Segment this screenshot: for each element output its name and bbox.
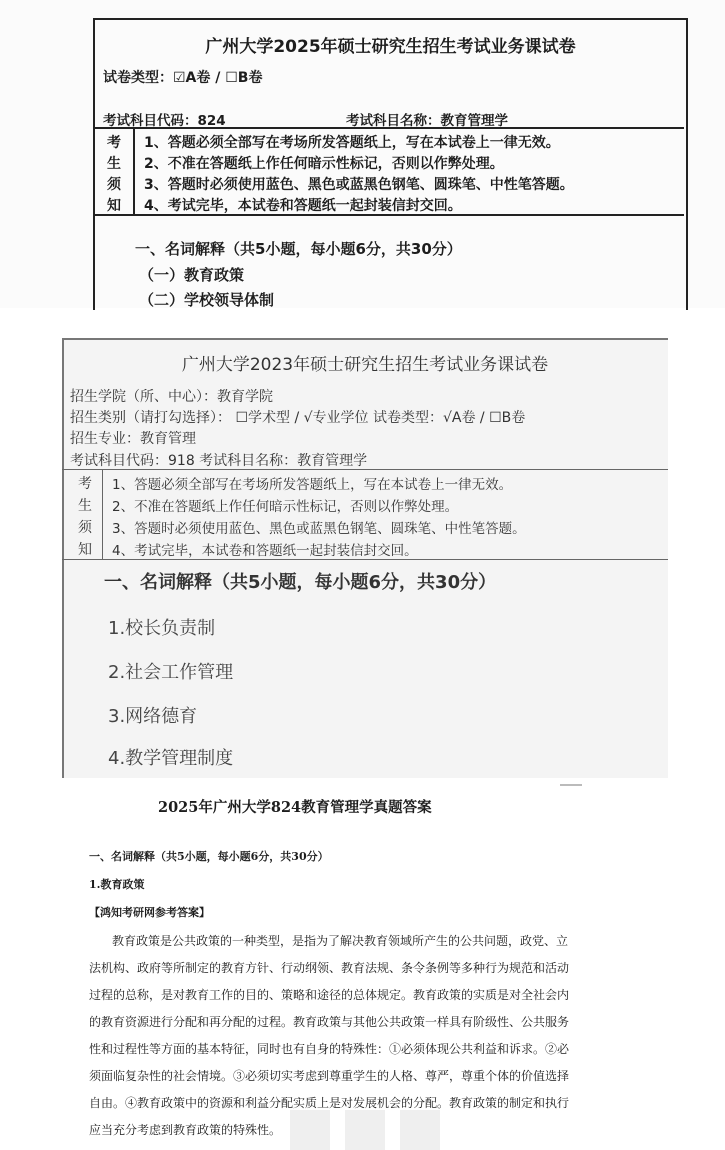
scan-edge-mark xyxy=(560,784,582,786)
answer-paragraph-line: 性和过程性等方面的基本特征，同时也有自身的特殊性：①必须体现公共利益和诉求。②必 xyxy=(89,1042,570,1056)
exam-2025-title: 广州大学2025年硕士研究生招生考试业务课试卷 xyxy=(205,37,576,57)
exam-2023-question: 3.网络德育 xyxy=(108,706,198,727)
notes-header-char: 生 xyxy=(107,156,121,172)
exam-2025-question: （二）学校领导体制 xyxy=(139,291,275,309)
exam-2025-subject-code: 考试科目代码：824 xyxy=(103,113,226,129)
exam-2023-major: 招生专业：教育管理 xyxy=(70,431,196,447)
exam-2025-note: 1、答题必须全部写在考场所发答题纸上，写在本试卷上一律无效。 xyxy=(144,135,560,151)
notes-header-char: 须 xyxy=(107,177,121,193)
exam-2023-section-heading: 一、名词解释（共5小题，每小题6分，共30分） xyxy=(104,572,497,593)
answer-paragraph-line: 的教育资源进行分配和再分配的过程。教育政策与其他公共政策一样具有阶级性、公共服务 xyxy=(89,1015,570,1029)
exam-2025-scan xyxy=(0,0,725,308)
answer-section-heading: 一、名词解释（共5小题，每小题6分，共30分） xyxy=(89,850,329,863)
exam-2025-note: 2、不准在答题纸上作任何暗示性标记，否则以作弊处理。 xyxy=(144,156,504,172)
answer-paragraph-line: 应当充分考虑到教育政策的特殊性。 xyxy=(89,1123,282,1137)
answer-paragraph-line: 自由。④教育政策中的资源和利益分配实质上是对发展机会的分配。教育政策的制定和执行 xyxy=(89,1096,570,1110)
notes-header-char: 考 xyxy=(78,476,92,492)
exam-2023-note: 2、不准在答题纸上作任何暗示性标记，否则以作弊处理。 xyxy=(112,499,459,515)
exam-2025-note: 3、答题时必须使用蓝色、黑色或蓝黑色钢笔、圆珠笔、中性笔答题。 xyxy=(144,177,574,193)
notes-header-char: 知 xyxy=(107,198,121,214)
answer-paragraph-line: 须面临复杂性的社会情境。③必须切实考虑到尊重学生的人格、尊严，尊重个体的价值选择 xyxy=(89,1069,570,1083)
exam-2023-note: 3、答题时必须使用蓝色、黑色或蓝黑色钢笔、圆珠笔、中性笔答题。 xyxy=(112,521,526,537)
notes-header-char: 生 xyxy=(78,498,92,514)
exam-2025-notes-box xyxy=(93,127,684,216)
exam-2025-subject-name: 考试科目名称：教育管理学 xyxy=(346,113,508,129)
exam-2023-notes-box xyxy=(62,469,668,560)
exam-2023-note: 1、答题必须全部写在考场所发答题纸上，写在本试卷上一律无效。 xyxy=(112,477,513,493)
exam-2023-college: 招生学院（所、中心）：教育学院 xyxy=(70,389,273,405)
exam-2023-note: 4、考试完毕，本试卷和答题纸一起封装信封交回。 xyxy=(112,543,418,559)
notes-header-char: 考 xyxy=(107,135,121,151)
exam-2023-question: 4.教学管理制度 xyxy=(108,748,234,769)
exam-2025-paper-type: 试卷类型：☑A卷 / ☐B卷 xyxy=(103,70,263,86)
answer-reference-label: 【鸿知考研网参考答案】 xyxy=(89,906,210,919)
exam-2025-notes-header xyxy=(93,129,135,214)
answer-subheading: 1.教育政策 xyxy=(89,878,145,891)
answer-paragraph-line: 过程的总称，是对教育工作的目的、策略和途径的总体规定。教育政策的实质是对全社会内 xyxy=(89,988,570,1002)
exam-2023-question: 2.社会工作管理 xyxy=(108,662,234,683)
notes-header-char: 知 xyxy=(78,542,92,558)
exam-2023-subject-line: 考试科目代码：918 考试科目名称：教育管理学 xyxy=(70,453,368,469)
exam-2023-scan xyxy=(62,338,668,778)
exam-2025-note: 4、考试完毕，本试卷和答题纸一起封装信封交回。 xyxy=(144,198,462,214)
exam-2025-section-heading: 一、名词解释（共5小题，每小题6分，共30分） xyxy=(135,240,462,258)
exam-2023-question: 1.校长负责制 xyxy=(108,618,216,639)
answer-paragraph-line: 教育政策是公共政策的一种类型，是指为了解决教育领域所产生的公共问题，政党、立 xyxy=(112,934,569,948)
exam-2023-notes-header xyxy=(62,470,103,559)
exam-2025-question: （一）教育政策 xyxy=(139,266,245,284)
answer-paragraph-line: 法机构、政府等所制定的教育方针、行动纲领、教育法规、条令条例等多种行为规范和活动 xyxy=(89,961,570,975)
watermark-shape xyxy=(290,1110,440,1150)
notes-header-char: 须 xyxy=(78,520,92,536)
answer-doc-title: 2025年广州大学824教育管理学真题答案 xyxy=(158,799,432,816)
exam-2023-title: 广州大学2023年硕士研究生招生考试业务课试卷 xyxy=(181,355,549,375)
exam-2023-category: 招生类别（请打勾选择）： ☐学术型 / √专业学位 试卷类型：√A卷 / ☐B卷 xyxy=(70,410,526,426)
